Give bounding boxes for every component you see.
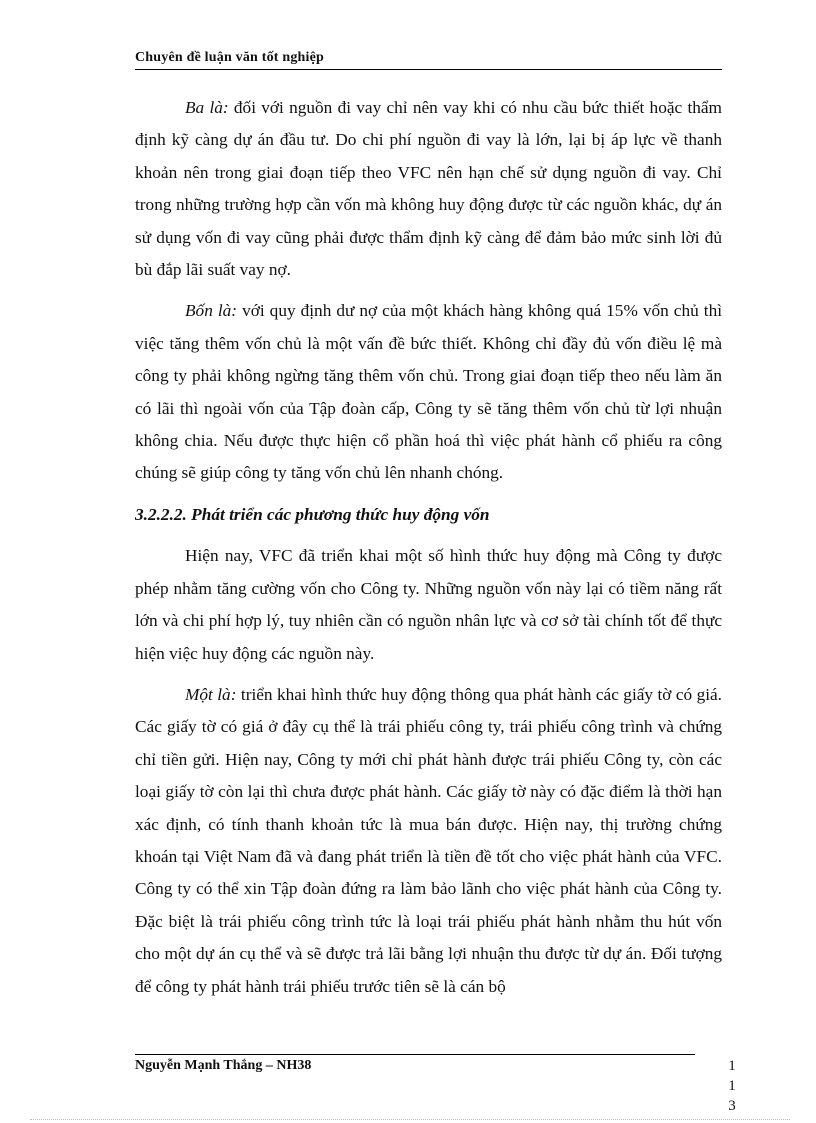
- paragraph-ba-la: [135, 92, 722, 286]
- document-body: [135, 92, 722, 1012]
- paragraph-text: triển khai hình thức huy động thông qua phát hành các giấy tờ có giá. Các giấy tờ có giá ở đây cụ thể là trái phiếu công ty, trái phiếu công trình và chứng chỉ tiền gửi. Hiện nay, Công ty mới chỉ phát hành được trái phiếu Công ty, còn các loại giấy tờ còn lại thì chưa được phát hành. Các giấy tờ này có đặc điểm là thời hạn xác định, có tính thanh khoản tức là mua bán được. Hiện nay, thị trường chứng khoán tại Việt Nam đã và đang phát triển là tiền đề tốt cho việc phát hành của VFC. Công ty có thể xin Tập đoàn đứng ra làm bảo lãnh cho việc phát hành của Công ty. Đặc biệt là trái phiếu công trình tức là loại trái phiếu phát hành nhằm thu hút vốn cho một dự án cụ thể và sẽ được trả lãi bằng lợi nhuận thu được từ dự án. Đối tượng để công ty phát hành trái phiếu trước tiên sẽ là cán bộ: [135, 684, 722, 996]
- footer-divider: [135, 1054, 695, 1055]
- section-heading: 3.2.2.2. Phát triển các phương thức huy động vốn: [135, 504, 490, 524]
- page-number: [726, 1056, 738, 1116]
- page-footer: Nguyễn Mạnh Thắng – NH38: [135, 1058, 312, 1073]
- paragraph-text: Hiện nay, VFC đã triển khai một số hình thức huy động mà Công ty được phép nhằm tăng cường vốn cho Công ty. Những nguồn vốn này lại có tiềm năng rất lớn và chi phí hợp lý, tuy nhiên cần có nguồn nhân lực và cơ sở tài chính tốt để thực hiện việc huy động các nguồn này.: [135, 546, 722, 663]
- page-header: Chuyên đề luận văn tốt nghiệp: [135, 50, 722, 70]
- paragraph-lead: Bốn là:: [185, 301, 238, 321]
- paragraph-lead: Ba là:: [185, 98, 229, 117]
- paragraph-hien-nay: [135, 540, 722, 670]
- paragraph-text: với quy định dư nợ của một khách hàng không quá 15% vốn chủ thì việc tăng thêm vốn chủ là một vấn đề bức thiết. Không chỉ đầy đủ vốn điều lệ mà công ty phải không ngừng tăng thêm vốn chủ. Trong giai đoạn tiếp theo nếu làm ăn có lãi thì ngoài vốn của Tập đoàn cấp, Công ty sẽ tăng thêm vốn chủ từ lợi nhuận không chia. Nếu được thực hiện cổ phần hoá thì việc phát hành cổ phiếu ra công chúng sẽ giúp công ty tăng vốn chủ lên nhanh chóng.: [135, 301, 723, 483]
- page-number-digit: 3: [728, 1098, 736, 1114]
- paragraph-text: đối với nguồn đi vay chỉ nên vay khi có nhu cầu bức thiết hoặc thẩm định kỹ càng dự án đầu tư. Do chi phí nguồn đi vay là lớn, lại bị áp lực về thanh khoản nên trong giai đoạn tiếp theo VFC nên hạn chế sử dụng nguồn đi vay. Chỉ trong những trường hợp cần vốn mà không huy động được từ các nguồn khác, dự án sử dụng vốn đi vay cũng phải được thẩm định kỹ càng để đảm bảo mức sinh lời đủ bù đắp lãi suất vay nợ.: [135, 98, 722, 280]
- paragraph-bon-la: [135, 295, 722, 489]
- page-number-digit: 1: [728, 1058, 736, 1074]
- page-number-digit: 1: [728, 1078, 736, 1094]
- page-bottom-border: [30, 1119, 790, 1120]
- paragraph-mot-la: [135, 679, 722, 1003]
- paragraph-lead: Một là:: [185, 684, 237, 704]
